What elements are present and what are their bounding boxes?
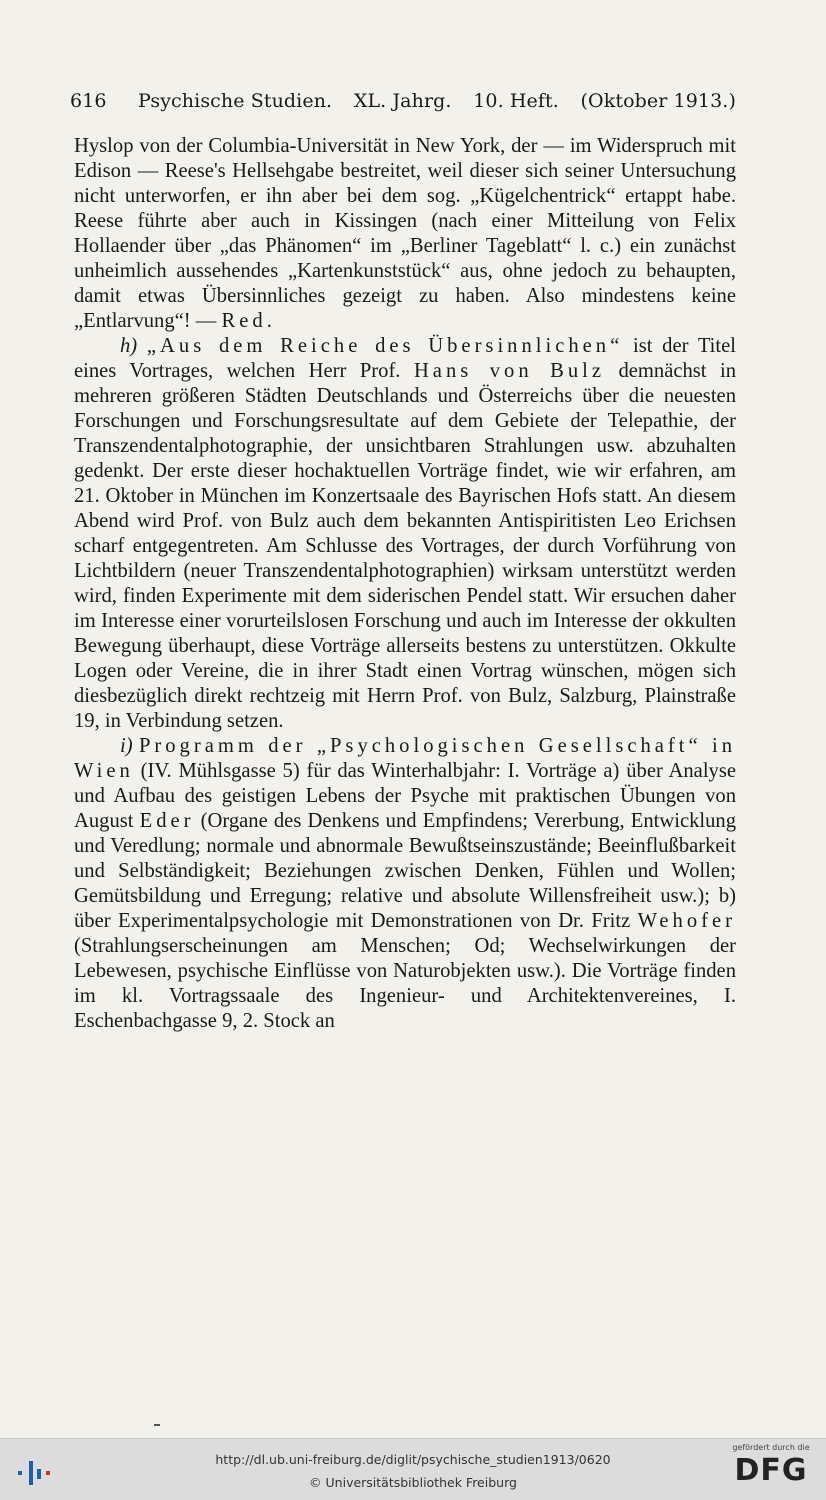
person-name: Hans von Bulz [413,360,605,382]
article-body [74,134,736,1034]
item-title: „Aus dem Reiche des Übersinnlichen“ [146,335,624,357]
stray-mark [154,1424,160,1426]
paragraph-i: i) Programm der „Psychologischen Gesellschaft“ in Wien (IV. Mühlsgasse 5) für das Winterhalbjahr: I. Vorträge a) über Analyse und Aufbau des geistigen Lebens der Psyche mit praktischen Übungen von August Eder (Organe des Denkens und Empfindens; Vererbung, Entwicklung und Veredlung; normale und abnormale Bewußtseinszustände; Beeinflußbarkeit und Selbständigkeit; Beziehungen zwischen Denken, Fühlen und Wollen; Gemütsbildung und Erregung; relative und absolute Willensfreiheit usw.); b) über Experimentalpsychologie mit Demonstrationen von Dr. Fritz Wehofer (Strahlungserscheinungen am Menschen; Od; Wechselwirkungen der Lebewesen, psychische Einflüsse von Naturobjekten usw.). Die Vorträge finden im kl. Vortragssaale des Ingenieur- und Architektenvereines, I. Eschenbachgasse 9, 2. Stock an [74,735,736,1032]
editor-signature: Red. [221,310,276,332]
running-title: Psychische Studien. [138,90,333,112]
item-label: h) [120,335,138,357]
paragraph-h: h) „Aus dem Reiche des Übersinnlichen“ ist der Titel eines Vortrages, welchen Herr Prof. Hans von Bulz demnächst in mehreren größeren Städten Deutschlands und Österreichs über die neuesten Forschungen und Forschungsresultate auf dem Gebiete der Telepathie, der Transzendentalphotographie, der unsichtbaren Strahlungen usw. abzuhalten gedenkt. Der erste dieser hochaktuellen Vorträge findet, wie wir erfahren, am 21. Oktober in München im Konzertsaale des Bayrischen Hofs statt. An diesem Abend wird Prof. von Bulz auch dem bekannten Antispiritisten Leo Erichsen scharf entgegentreten. Am Schlusse des Vortrages, der durch Vorführung von Lichtbildern (neuer Transzendentalphotographien) wirksam unterstützt werden wird, finden Experimente mit dem siderischen Pendel statt. Wir ersuchen daher im Interesse einer vorurteilslosen Forschung und auch im Interesse der okkulten Bewegung überhaupt, diese Vorträge allerseits bestens zu unterstützen. Okkulte Logen oder Vereine, die in ihrer Stadt einen Vortrag wünschen, mögen sich diesbezüglich direkt rechtzeig mit Herrn Prof. von Bulz, Salzburg, Plainstraße 19, in Verbindung setzen. [74,335,737,732]
issue: 10. Heft. [473,90,559,112]
volume: XL. Jahrg. [353,90,452,112]
issue-date: (Oktober 1913.) [580,90,736,112]
item-title: Programm der „Psychologischen Gesellschaft“ in Wien [74,735,736,782]
viewer-footer [0,1438,826,1500]
dfg-logo [726,1443,816,1497]
person-name: Eder [139,810,195,832]
permalink[interactable]: http://dl.ub.uni-freiburg.de/diglit/psychische_studien1913/0620 [215,1452,611,1467]
paragraph: Hyslop von der Columbia-Universität in New York, der — im Widerspruch mit Edison — Reese's Hellsehgabe bestreitet, weil dieser sich seiner Untersuchung nicht unterworfen, er ihn aber bei dem sog. „Kügelchentrick“ ertappt habe. Reese führte aber auch in Kissingen (nach einer Mitteilung von Felix Hollaender über „das Phänomen“ im „Berliner Tageblatt“ l. c.) ein zunächst unheimlich aussehendes „Kartenkunststück“ aus, ohne jedoch zu behaupten, damit etwas Übersinnliches gezeigt zu haben. Also mindestens keine „Entlarvung“! — Red. [74,135,736,332]
running-header [70,90,736,112]
person-name: Wehofer [637,910,736,932]
funder-mark: DFG [734,1453,808,1488]
copyright-notice: © Universitätsbibliothek Freiburg [309,1475,517,1490]
funder-note: gefördert durch die [732,1443,810,1452]
page-number: 616 [70,90,107,112]
item-label: i) [120,735,133,757]
